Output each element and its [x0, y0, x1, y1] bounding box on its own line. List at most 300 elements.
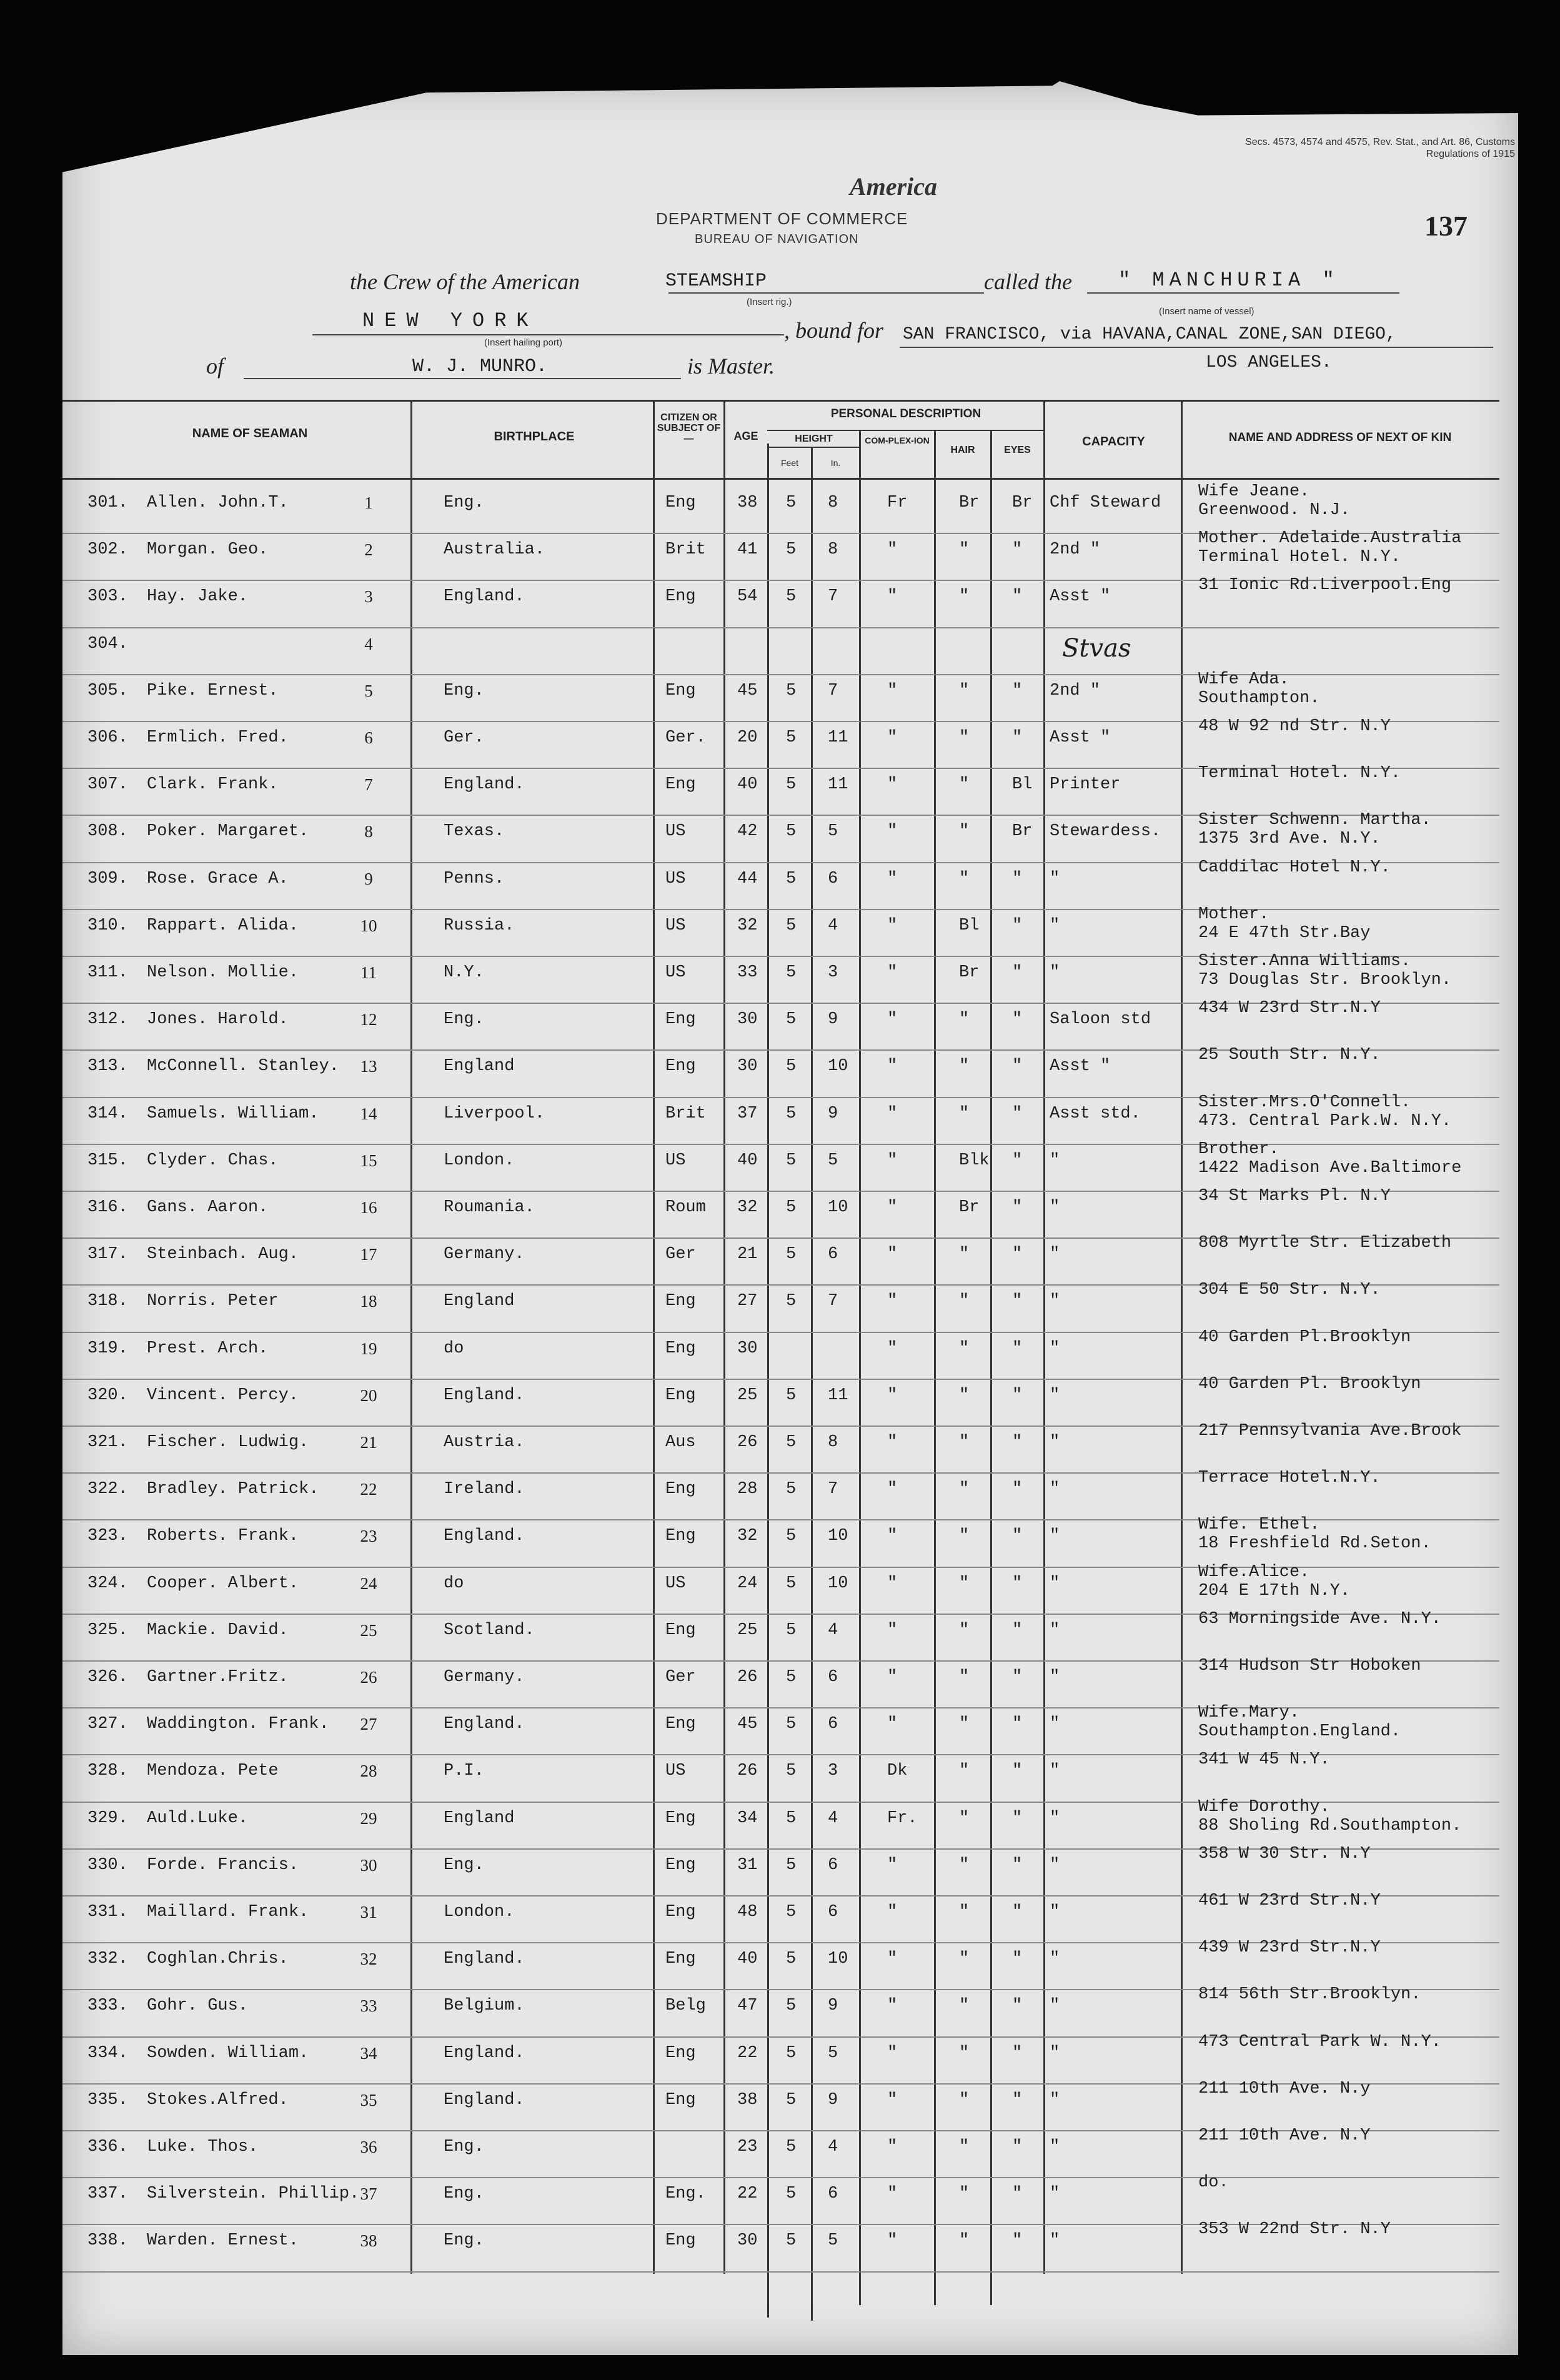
- height-inches: 11: [828, 1386, 848, 1405]
- birthplace: England.: [444, 1386, 525, 1405]
- citizenship: Brit: [665, 1104, 706, 1123]
- birthplace: Eng.: [444, 681, 484, 700]
- personal-desc-rule: [767, 430, 1043, 431]
- seaman-name: Morgan. Geo.: [147, 540, 269, 560]
- birthplace: Eng.: [444, 1855, 484, 1875]
- vessel-caption: (Insert name of vessel): [1159, 306, 1254, 317]
- birthplace: Russia.: [444, 916, 515, 935]
- eye-color: ": [1012, 1715, 1023, 1734]
- capacity: Stewardess.: [1050, 822, 1161, 841]
- eye-color: ": [1012, 1762, 1023, 1781]
- age: 24: [737, 1574, 758, 1593]
- eye-color: ": [1012, 1292, 1023, 1311]
- age: 30: [737, 2231, 758, 2251]
- birthplace: England.: [444, 2043, 525, 2063]
- next-of-kin: [1198, 1187, 1391, 1206]
- age: 25: [737, 1386, 758, 1405]
- crew-number: 309.: [87, 869, 128, 888]
- col-header-next-of-kin: NAME AND ADDRESS OF NEXT OF KIN: [1228, 431, 1452, 444]
- seaman-name: Gans. Aaron.: [147, 1198, 269, 1217]
- line-index: 13: [360, 1057, 377, 1076]
- seaman-name: Coghlan.Chris.: [147, 1950, 289, 1969]
- kin-line-1: 34 St Marks Pl. N.Y: [1198, 1187, 1391, 1206]
- age: 34: [737, 1808, 758, 1828]
- height-feet: 5: [786, 2090, 797, 2110]
- height-feet: 5: [786, 1855, 797, 1875]
- eye-color: ": [1012, 1996, 1023, 2016]
- height-inches: 4: [828, 916, 838, 935]
- citizenship: US: [665, 963, 686, 982]
- birthplace: England.: [444, 587, 525, 607]
- age: 23: [737, 2138, 758, 2156]
- hair-color: ": [959, 2138, 970, 2156]
- capacity: ": [1050, 869, 1060, 888]
- seaman-name: Clark. Frank.: [147, 775, 279, 795]
- complexion: ": [887, 1010, 898, 1029]
- eye-color: ": [1012, 1808, 1023, 1828]
- hair-color: ": [959, 822, 970, 841]
- next-of-kin: [1198, 1375, 1421, 1394]
- hair-color: ": [959, 1855, 970, 1875]
- next-of-kin: [1198, 1892, 1381, 1910]
- citizenship: Eng: [665, 1057, 696, 1076]
- rig-caption: (Insert rig.): [747, 297, 792, 307]
- kin-line-1: Wife. Ethel.: [1198, 1515, 1320, 1535]
- eye-color: ": [1012, 540, 1023, 560]
- height-feet: 5: [786, 1057, 797, 1076]
- birthplace: Australia.: [444, 540, 545, 560]
- height-feet: 5: [786, 681, 797, 700]
- height-inches: 10: [828, 1950, 848, 1969]
- line-index: 30: [360, 1855, 377, 1875]
- eye-color: ": [1012, 1057, 1023, 1076]
- complexion: ": [887, 1620, 898, 1640]
- height-inches: 10: [828, 1574, 848, 1593]
- crew-number: 328.: [87, 1762, 128, 1781]
- eye-color: Br: [1012, 493, 1033, 512]
- table-top-border: [62, 400, 1499, 402]
- next-of-kin: [1198, 2173, 1229, 2192]
- next-of-kin: [1198, 529, 1461, 567]
- seaman-name: Clyder. Chas.: [147, 1151, 279, 1170]
- kin-line-1: Terminal Hotel. N.Y.: [1198, 764, 1401, 783]
- complexion: ": [887, 963, 898, 982]
- next-of-kin: [1198, 1328, 1411, 1347]
- line-index: 19: [360, 1339, 377, 1358]
- line-index: 38: [360, 2231, 377, 2251]
- crew-number: 338.: [87, 2231, 128, 2251]
- eye-color: ": [1012, 2138, 1023, 2156]
- next-of-kin: [1198, 1845, 1370, 1863]
- next-of-kin: [1198, 1422, 1461, 1440]
- eye-color: ": [1012, 1245, 1023, 1264]
- line-index: 14: [360, 1104, 377, 1123]
- seaman-name: Nelson. Mollie.: [147, 963, 299, 982]
- eye-color: ": [1012, 916, 1023, 935]
- vessel-name: " MANCHURIA ": [1118, 269, 1339, 292]
- line-index: 32: [360, 1950, 377, 1969]
- height-inches: 5: [828, 2231, 838, 2251]
- col-header-hair: HAIR: [950, 445, 975, 455]
- eye-color: ": [1012, 1903, 1023, 1921]
- age: 32: [737, 916, 758, 935]
- height-feet: 5: [786, 1151, 797, 1170]
- citizenship: US: [665, 916, 686, 935]
- seaman-name: Prest. Arch.: [147, 1339, 269, 1358]
- col-header-capacity: CAPACITY: [1082, 435, 1145, 449]
- height-inches: 6: [828, 1668, 838, 1687]
- seaman-name: Vincent. Percy.: [147, 1386, 299, 1405]
- height-feet: 5: [786, 1620, 797, 1640]
- complexion: ": [887, 822, 898, 841]
- next-of-kin: [1198, 1798, 1461, 1835]
- capacity: ": [1050, 1433, 1060, 1452]
- kin-line-1: do.: [1198, 2173, 1229, 2193]
- complexion: ": [887, 1527, 898, 1546]
- crew-number: 326.: [87, 1668, 128, 1687]
- citizenship: US: [665, 869, 686, 888]
- master-underline: [244, 378, 681, 379]
- eye-color: ": [1012, 1620, 1023, 1640]
- eye-color: ": [1012, 1198, 1023, 1217]
- seaman-name: Sowden. William.: [147, 2043, 309, 2063]
- eye-color: ": [1012, 1855, 1023, 1875]
- complexion: ": [887, 775, 898, 795]
- kin-line-1: 211 10th Ave. N.Y: [1198, 2126, 1371, 2145]
- line-index: 20: [360, 1386, 377, 1405]
- hair-color: ": [959, 1433, 970, 1452]
- complexion: ": [887, 681, 898, 700]
- seaman-name: Stokes.Alfred.: [147, 2090, 289, 2110]
- complexion: ": [887, 869, 898, 888]
- kin-line-1: Brother.: [1198, 1139, 1279, 1159]
- capacity: ": [1050, 1339, 1060, 1358]
- capacity: Saloon std: [1050, 1010, 1151, 1029]
- birthplace: Roumania.: [444, 1198, 535, 1217]
- line-index: 33: [360, 1996, 377, 2016]
- eye-color: ": [1012, 1151, 1023, 1170]
- hair-color: ": [959, 1010, 970, 1029]
- birthplace: do: [444, 1574, 464, 1593]
- complexion: ": [887, 2043, 898, 2063]
- kin-line-1: 40 Garden Pl.Brooklyn: [1198, 1327, 1411, 1347]
- kin-line-1: 439 W 23rd Str.N.Y: [1198, 1938, 1381, 1958]
- age: 30: [737, 1339, 758, 1358]
- height-inches: 3: [828, 963, 838, 982]
- citizenship: Aus: [665, 1433, 696, 1452]
- age: 45: [737, 1715, 758, 1734]
- citizenship: Belg: [665, 1996, 706, 2016]
- port-caption: (Insert hailing port): [484, 337, 563, 348]
- kin-line-2: Greenwood. N.J.: [1198, 501, 1351, 520]
- age: 54: [737, 587, 758, 607]
- hair-color: ": [959, 540, 970, 560]
- age: 47: [737, 1996, 758, 2016]
- line-index: 2: [364, 540, 373, 560]
- hair-color: ": [959, 1057, 970, 1076]
- capacity: ": [1050, 1903, 1060, 1921]
- capacity: ": [1050, 2138, 1060, 2156]
- crew-number: 325.: [87, 1620, 128, 1640]
- kin-line-1: 40 Garden Pl. Brooklyn: [1198, 1374, 1421, 1394]
- capacity: ": [1050, 2184, 1060, 2204]
- capacity: ": [1050, 1808, 1060, 1828]
- height-inches: 7: [828, 587, 838, 607]
- height-feet: 5: [786, 1198, 797, 1217]
- next-of-kin: [1198, 1515, 1431, 1553]
- kin-line-1: Wife Dorothy.: [1198, 1797, 1330, 1817]
- line-index: 22: [360, 1480, 377, 1499]
- height-inches: 8: [828, 493, 838, 512]
- capacity: ": [1050, 2231, 1060, 2251]
- line-index: 5: [364, 681, 373, 700]
- height-feet: 5: [786, 1762, 797, 1781]
- kin-line-1: 473 Central Park W. N.Y.: [1198, 2032, 1441, 2051]
- citizenship: Eng: [665, 1527, 696, 1546]
- hair-color: ": [959, 1950, 970, 1969]
- line-index: 6: [364, 728, 373, 747]
- kin-line-1: 63 Morningside Ave. N.Y.: [1198, 1609, 1441, 1629]
- kin-line-2: 18 Freshfield Rd.Seton.: [1198, 1534, 1431, 1554]
- hair-color: Bl: [959, 916, 980, 935]
- seaman-name: Maillard. Frank.: [147, 1903, 309, 1921]
- country-heading: America: [850, 172, 937, 201]
- height-feet: 5: [786, 775, 797, 795]
- height-inches: 8: [828, 540, 838, 560]
- height-feet: 5: [786, 822, 797, 841]
- height-inches: 9: [828, 1104, 838, 1123]
- line-index: 18: [360, 1292, 377, 1311]
- eye-color: ": [1012, 1480, 1023, 1499]
- height-inches: 10: [828, 1057, 848, 1076]
- whereof-label: of: [206, 354, 224, 379]
- height-feet: 5: [786, 869, 797, 888]
- next-of-kin: [1198, 482, 1350, 520]
- complexion: ": [887, 1339, 898, 1358]
- birthplace: Austria.: [444, 1433, 525, 1452]
- birthplace: Belgium.: [444, 1996, 525, 2016]
- rig-value: STEAMSHIP: [665, 270, 767, 292]
- kin-line-1: 434 W 23rd Str.N.Y: [1198, 999, 1381, 1018]
- complexion: ": [887, 728, 898, 747]
- capacity: ": [1050, 2043, 1060, 2063]
- birthplace: P.I.: [444, 1762, 484, 1781]
- age: 33: [737, 963, 758, 982]
- next-of-kin: [1198, 576, 1451, 595]
- kin-line-1: Wife.Mary.: [1198, 1703, 1300, 1723]
- height-inches: 6: [828, 1715, 838, 1734]
- height-inches: 7: [828, 681, 838, 700]
- capacity: Chf Steward: [1050, 493, 1161, 512]
- kin-line-1: 211 10th Ave. N.y: [1198, 2079, 1371, 2098]
- seaman-name: Allen. John.T.: [147, 493, 289, 512]
- age: 30: [737, 1010, 758, 1029]
- height-feet: 5: [786, 1808, 797, 1828]
- age: 26: [737, 1433, 758, 1452]
- capacity: ": [1050, 1762, 1060, 1781]
- line-index: 8: [364, 822, 373, 841]
- height-inches: 4: [828, 1808, 838, 1828]
- capacity: ": [1050, 1386, 1060, 1405]
- height-inches: 5: [828, 2043, 838, 2063]
- crew-number: 313.: [87, 1057, 128, 1076]
- height-feet: 5: [786, 2184, 797, 2204]
- crew-number: 301.: [87, 493, 128, 512]
- citizenship: Eng: [665, 1480, 696, 1499]
- kin-line-1: 808 Myrtle Str. Elizabeth: [1198, 1234, 1452, 1253]
- seaman-name: Forde. Francis.: [147, 1855, 299, 1875]
- seaman-name: Warden. Ernest.: [147, 2231, 299, 2251]
- eye-color: ": [1012, 1386, 1023, 1405]
- citizenship: Eng: [665, 1950, 696, 1969]
- crew-number: 323.: [87, 1527, 128, 1546]
- eye-color: ": [1012, 2090, 1023, 2110]
- age: 37: [737, 1104, 758, 1123]
- next-of-kin: [1198, 1750, 1330, 1769]
- complexion: Fr.: [887, 1808, 918, 1828]
- height-feet: 5: [786, 1292, 797, 1311]
- birthplace: London.: [444, 1151, 515, 1170]
- age: 38: [737, 493, 758, 512]
- height-feet: 5: [786, 1245, 797, 1264]
- crew-number: 317.: [87, 1245, 128, 1264]
- height-inches: 9: [828, 1010, 838, 1029]
- row-divider: [62, 2177, 1499, 2178]
- citizenship: Eng: [665, 2231, 696, 2251]
- line-index: 24: [360, 1574, 377, 1593]
- complexion: ": [887, 1386, 898, 1405]
- complexion: ": [887, 1245, 898, 1264]
- hair-color: ": [959, 1104, 970, 1123]
- age: 31: [737, 1855, 758, 1875]
- age: 30: [737, 1057, 758, 1076]
- line-index: 29: [360, 1808, 377, 1828]
- complexion: ": [887, 1668, 898, 1687]
- crew-number: 318.: [87, 1292, 128, 1311]
- height-inches: 7: [828, 1292, 838, 1311]
- eye-color: ": [1012, 869, 1023, 888]
- next-of-kin: [1198, 999, 1381, 1018]
- col-header-citizen: CITIZEN OR SUBJECT OF—: [657, 412, 721, 444]
- kin-line-1: 31 Ionic Rd.Liverpool.Eng: [1198, 576, 1452, 595]
- eye-color: ": [1012, 2231, 1023, 2251]
- height-feet: 5: [786, 1574, 797, 1593]
- capacity: ": [1050, 1855, 1060, 1875]
- next-of-kin: [1198, 905, 1370, 943]
- capacity: Asst ": [1050, 587, 1111, 607]
- destinations-line2: LOS ANGELES.: [1206, 353, 1332, 372]
- complexion: ": [887, 1104, 898, 1123]
- age: 38: [737, 2090, 758, 2110]
- complexion: ": [887, 1198, 898, 1217]
- birthplace: London.: [444, 1903, 515, 1921]
- complexion: ": [887, 916, 898, 935]
- seaman-name: Auld.Luke.: [147, 1808, 249, 1828]
- row-divider: [62, 627, 1499, 628]
- height-inches: 6: [828, 869, 838, 888]
- height-inches: 3: [828, 1762, 838, 1781]
- height-inches: 8: [828, 1433, 838, 1452]
- called-the-label: called the: [984, 269, 1072, 294]
- seaman-name: Ermlich. Fred.: [147, 728, 289, 747]
- capacity: ": [1050, 963, 1060, 982]
- height-feet: 5: [786, 1996, 797, 2016]
- seaman-name: Waddington. Frank.: [147, 1715, 329, 1734]
- next-of-kin: [1198, 811, 1431, 848]
- height-feet: 5: [786, 2138, 797, 2156]
- citizenship: Eng: [665, 1339, 696, 1358]
- seaman-name: Norris. Peter: [147, 1292, 279, 1311]
- height-feet: 5: [786, 2043, 797, 2063]
- port-underline: [312, 334, 784, 335]
- capacity: ": [1050, 1668, 1060, 1687]
- kin-line-2: Southampton.England.: [1198, 1722, 1401, 1742]
- citizenship: Eng: [665, 1903, 696, 1921]
- capacity: 2nd ": [1050, 540, 1101, 560]
- next-of-kin: [1198, 1703, 1401, 1741]
- crew-number: 329.: [87, 1808, 128, 1828]
- citizenship: Eng: [665, 1010, 696, 1029]
- birthplace: England: [444, 1808, 515, 1828]
- line-index: 34: [360, 2043, 377, 2063]
- birthplace: Eng.: [444, 2231, 484, 2251]
- crew-number: 303.: [87, 587, 128, 607]
- complexion: ": [887, 2184, 898, 2204]
- kin-line-2: 1422 Madison Ave.Baltimore: [1198, 1158, 1462, 1178]
- complexion: ": [887, 1480, 898, 1499]
- height-inches: 11: [828, 728, 848, 747]
- kin-line-1: 48 W 92 nd Str. N.Y: [1198, 717, 1391, 736]
- kin-line-1: Terrace Hotel.N.Y.: [1198, 1469, 1381, 1488]
- capacity: ": [1050, 1151, 1060, 1170]
- hair-color: ": [959, 2184, 970, 2204]
- height-feet: 5: [786, 1480, 797, 1499]
- eye-color: ": [1012, 1574, 1023, 1593]
- seaman-name: Mackie. David.: [147, 1620, 289, 1640]
- header-bottom-border: [62, 478, 1499, 480]
- line-index: 28: [360, 1762, 377, 1781]
- crew-number: 320.: [87, 1386, 128, 1405]
- line-index: 23: [360, 1527, 377, 1546]
- crew-number: 305.: [87, 681, 128, 700]
- hair-color: ": [959, 1527, 970, 1546]
- complexion: ": [887, 1574, 898, 1593]
- line-index: 10: [360, 916, 377, 935]
- citizenship: Eng: [665, 1808, 696, 1828]
- capacity: Printer: [1050, 775, 1121, 795]
- age: 26: [737, 1762, 758, 1781]
- col-header-inches: In.: [830, 458, 841, 468]
- height-feet: 5: [786, 1950, 797, 1969]
- handwritten-note: Stvas: [1062, 634, 1131, 663]
- is-master-label: is Master.: [687, 354, 775, 379]
- citizenship: Ger: [665, 1245, 696, 1264]
- rig-underline: [668, 292, 984, 294]
- age: 28: [737, 1480, 758, 1499]
- citizenship: Ger.: [665, 728, 706, 747]
- birthplace: England.: [444, 1527, 525, 1546]
- line-index: 36: [360, 2138, 377, 2156]
- height-inches: 4: [828, 2138, 838, 2156]
- crew-number: 336.: [87, 2138, 128, 2156]
- kin-line-2: 24 E 47th Str.Bay: [1198, 923, 1371, 943]
- hair-color: ": [959, 587, 970, 607]
- eye-color: ": [1012, 1010, 1023, 1029]
- crew-number: 337.: [87, 2184, 128, 2204]
- hair-color: ": [959, 1762, 970, 1781]
- seaman-name: Silverstein. Phillip.: [147, 2184, 360, 2204]
- complexion: ": [887, 1057, 898, 1076]
